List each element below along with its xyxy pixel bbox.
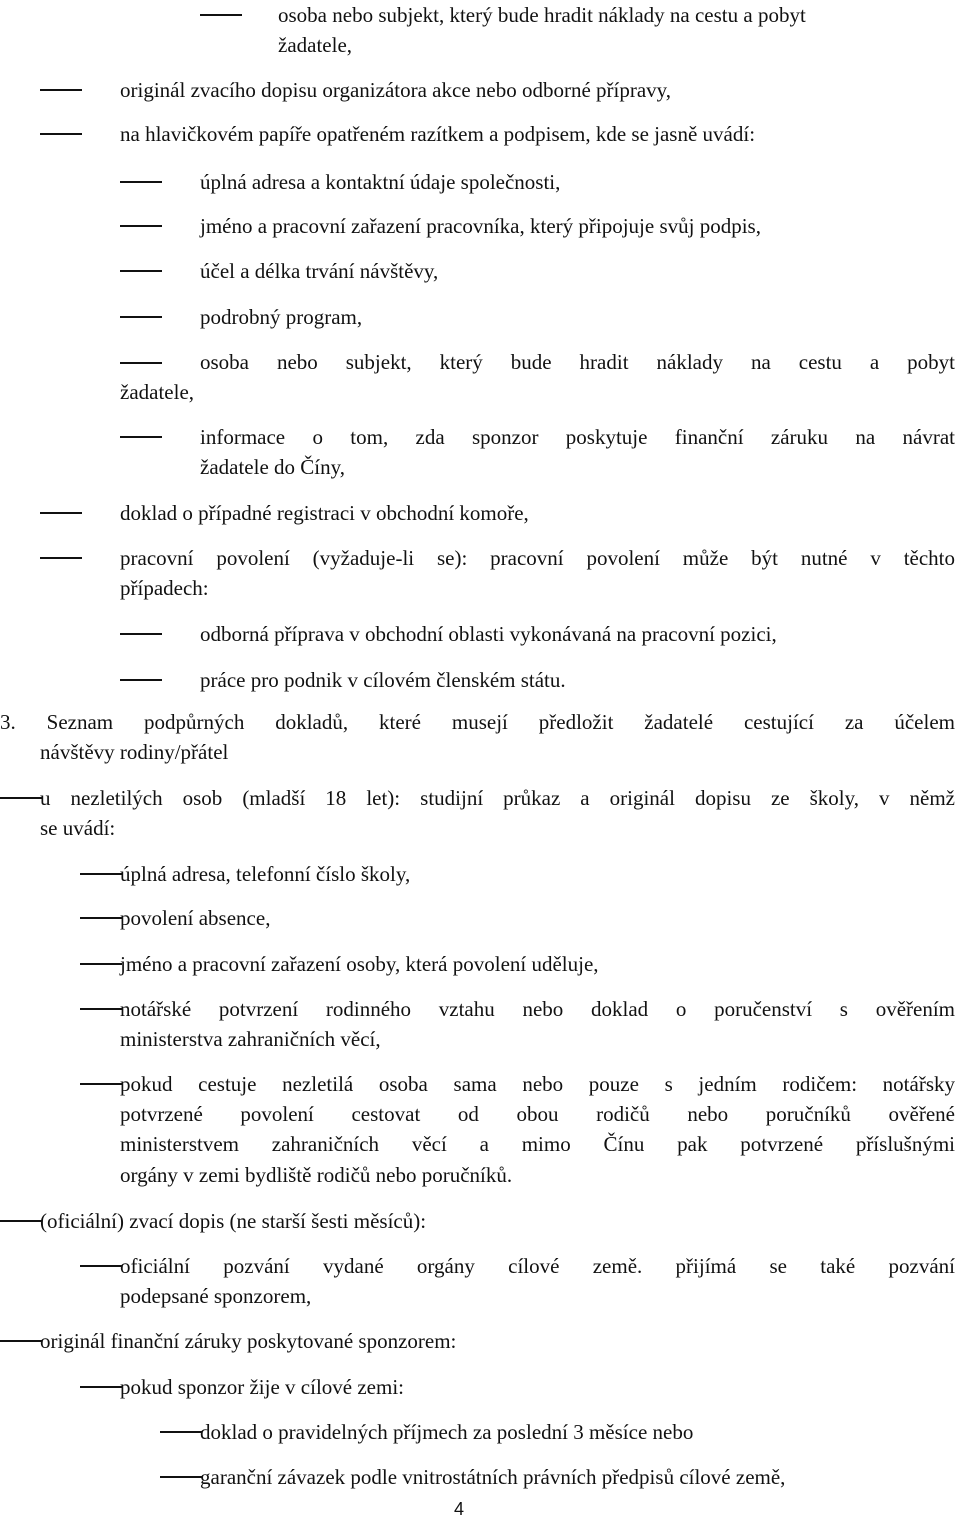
- list-dash: [80, 1083, 122, 1085]
- text-line: potvrzené povolení cestovat od obou rodičů nebo poručníků ověřené: [120, 1102, 955, 1126]
- text-line: žadatele,: [278, 33, 353, 57]
- text-line: na hlavičkovém papíře opatřeném razítkem a podpisem, kde se jasně uvádí:: [120, 122, 756, 146]
- section-heading: návštěvy rodiny/přátel: [40, 740, 229, 764]
- list-dash: [40, 557, 82, 559]
- page-number: 4: [453, 1499, 464, 1519]
- list-dash: [80, 917, 122, 919]
- list-dash: [80, 963, 122, 965]
- text-line: podrobný program,: [200, 305, 363, 329]
- list-dash: [160, 1431, 202, 1433]
- text-line: doklad o případné registraci v obchodní komoře,: [120, 501, 529, 525]
- list-dash: [0, 1340, 42, 1342]
- list-dash: [120, 225, 162, 227]
- text-line: ministerstvem zahraničních věcí a mimo Čínu pak potvrzené příslušnými: [120, 1132, 955, 1156]
- text-line: pokud sponzor žije v cílové zemi:: [120, 1375, 405, 1399]
- text-line: jméno a pracovní zařazení pracovníka, který připojuje svůj podpis,: [200, 214, 761, 238]
- text-line: originál finanční záruky poskytované sponzorem:: [40, 1329, 457, 1353]
- text-line: povolení absence,: [120, 906, 271, 930]
- list-dash: [120, 362, 162, 364]
- text-line: se uvádí:: [40, 816, 116, 840]
- list-dash: [120, 270, 162, 272]
- list-dash: [0, 1220, 42, 1222]
- list-dash: [200, 14, 242, 16]
- text-line: úplná adresa a kontaktní údaje společnosti,: [200, 170, 561, 194]
- list-dash: [0, 797, 42, 799]
- list-dash: [120, 436, 162, 438]
- list-dash: [40, 512, 82, 514]
- list-dash: [80, 873, 122, 875]
- text-line: úplná adresa, telefonní číslo školy,: [120, 862, 411, 886]
- text-line: pokud cestuje nezletilá osoba sama nebo pouze s jedním rodičem: notářsky: [120, 1072, 955, 1096]
- text-line: jméno a pracovní zařazení osoby, která povolení uděluje,: [120, 952, 599, 976]
- text-line: (oficiální) zvací dopis (ne starší šesti měsíců):: [40, 1209, 427, 1233]
- text-line: notářské potvrzení rodinného vztahu nebo doklad o poručenství s ověřením: [120, 997, 955, 1021]
- list-dash: [80, 1265, 122, 1267]
- list-dash: [40, 89, 82, 91]
- list-dash: [160, 1476, 202, 1478]
- list-dash: [80, 1386, 122, 1388]
- list-dash: [120, 316, 162, 318]
- text-line: osoba nebo subjekt, který bude hradit náklady na cestu a pobyt: [200, 350, 955, 374]
- text-line: žadatele,: [120, 380, 195, 404]
- text-line: doklad o pravidelných příjmech za poslední 3 měsíce nebo: [200, 1420, 694, 1444]
- text-line: odborná příprava v obchodní oblasti vykonávaná na pracovní pozici,: [200, 622, 777, 646]
- list-dash: [120, 679, 162, 681]
- text-line: podepsané sponzorem,: [120, 1284, 312, 1308]
- text-line: pracovní povolení (vyžaduje-li se): pracovní povolení může být nutné v těchto: [120, 546, 955, 570]
- text-line: případech:: [120, 576, 209, 600]
- text-line: originál zvacího dopisu organizátora akce nebo odborné přípravy,: [120, 78, 672, 102]
- list-dash: [120, 181, 162, 183]
- text-line: u nezletilých osob (mladší 18 let): studijní průkaz a originál dopisu ze školy, v němž: [40, 786, 955, 810]
- section-heading: 3. Seznam podpůrných dokladů, které musejí předložit žadatelé cestující za účelem: [0, 710, 955, 734]
- text-line: orgány v zemi bydliště rodičů nebo poručníků.: [120, 1163, 513, 1187]
- text-line: garanční závazek podle vnitrostátních právních předpisů cílové země,: [200, 1465, 786, 1489]
- text-line: účel a délka trvání návštěvy,: [200, 259, 439, 283]
- text-line: osoba nebo subjekt, který bude hradit náklady na cestu a pobyt: [278, 3, 806, 27]
- list-dash: [120, 633, 162, 635]
- text-line: informace o tom, zda sponzor poskytuje finanční záruku na návrat: [200, 425, 955, 449]
- text-line: žadatele do Číny,: [200, 455, 346, 479]
- list-dash: [80, 1008, 122, 1010]
- text-line: oficiální pozvání vydané orgány cílové země. přijímá se také pozvání: [120, 1254, 955, 1278]
- text-line: ministerstva zahraničních věcí,: [120, 1027, 381, 1051]
- list-dash: [40, 133, 82, 135]
- text-line: práce pro podnik v cílovém členském státu.: [200, 668, 566, 692]
